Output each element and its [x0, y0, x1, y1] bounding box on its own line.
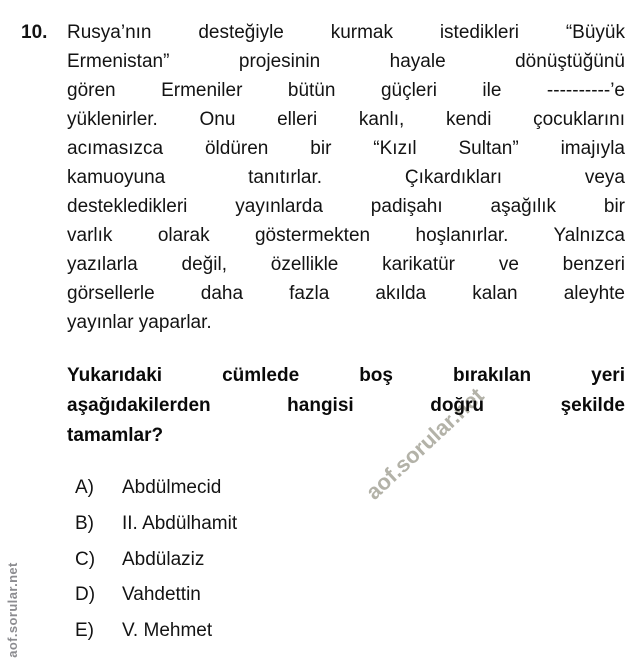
options-list — [75, 473, 237, 652]
option-row — [75, 473, 237, 502]
option-letter: D) — [75, 584, 96, 606]
paragraph-line: gören Ermeniler bütün güçleri ile ----------’e — [67, 80, 625, 101]
option-letter: B) — [75, 512, 94, 534]
option-row — [75, 509, 237, 538]
prompt-line: tamamlar? — [67, 425, 164, 446]
paragraph-line: yüklenirler. Onu elleri kanlı, kendi çocuklarını — [67, 109, 625, 130]
paragraph-line: acımasızca öldüren bir “Kızıl Sultan” imajıyla — [67, 138, 625, 159]
paragraph-line: görsellerle daha fazla akılda kalan aleyhte — [67, 283, 625, 304]
option-row — [75, 545, 237, 574]
paragraph-line: Ermenistan” projesinin hayale dönüştüğünü — [67, 51, 625, 72]
paragraph-line: yazılarla değil, özellikle karikatür ve benzeri — [67, 254, 625, 275]
option-letter: A) — [75, 477, 94, 498]
option-text: V. Mehmet — [122, 620, 213, 642]
watermark-vertical: aof.sorular.net — [5, 562, 20, 658]
question-paragraph — [67, 18, 625, 337]
prompt-line: aşağıdakilerden hangisi doğru şekilde — [67, 395, 625, 416]
watermark-diagonal: aof.sorular.net — [360, 382, 489, 505]
paragraph-line: kamuoyuna tanıtırlar. Çıkardıkları veya — [67, 167, 625, 188]
paragraph-line: destekledikleri yayınlarda padişahı aşağılık bir — [67, 196, 625, 217]
paragraph-line: yayınlar yaparlar. — [67, 312, 212, 333]
option-text: Abdülmecid — [122, 477, 222, 498]
question-prompt — [67, 361, 625, 451]
option-text: Vahdettin — [122, 584, 201, 606]
paragraph-line: Rusya’nın desteğiyle kurmak istedikleri “Büyük — [67, 22, 625, 43]
paragraph-line: varlık olarak göstermekten hoşlanırlar. Yalnızca — [67, 225, 625, 246]
option-letter: C) — [75, 548, 96, 570]
option-text: II. Abdülhamit — [122, 512, 238, 534]
prompt-line: Yukarıdaki cümlede boş bırakılan yeri — [67, 365, 625, 386]
option-row — [75, 616, 237, 645]
option-text: Abdülaziz — [122, 548, 205, 570]
option-row — [75, 580, 237, 609]
option-letter: E) — [75, 620, 94, 642]
question-number: 10. — [21, 22, 48, 43]
